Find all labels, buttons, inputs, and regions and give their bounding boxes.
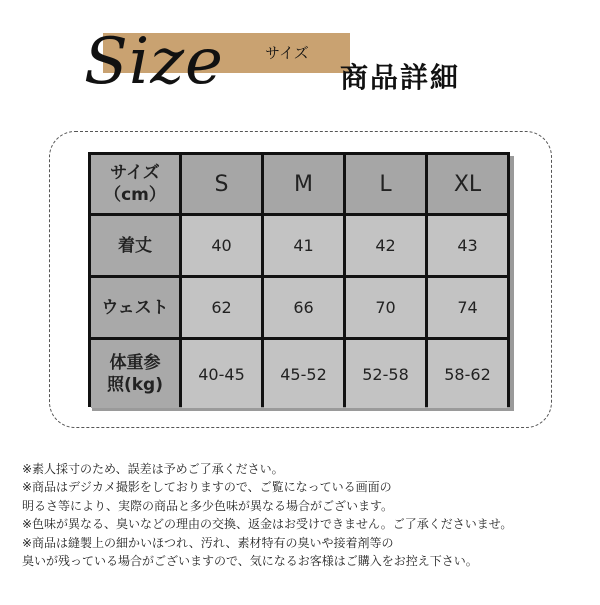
- table-cell: 70: [346, 278, 425, 337]
- note-line: 臭いが残っている場合がございますので、気になるお客様はご購入をお控え下さい。: [22, 554, 478, 569]
- page-title: 商品詳細: [340, 61, 461, 94]
- table-cell: 43: [428, 216, 507, 275]
- header: [0, 0, 600, 110]
- row-label-line2: 照(kg): [106, 375, 163, 395]
- notes-block: [22, 460, 592, 570]
- table-cell: 74: [428, 278, 507, 337]
- table-cell: 66: [264, 278, 343, 337]
- table-cell: 62: [182, 278, 261, 337]
- size-header-xl: XL: [428, 155, 507, 213]
- note-line: ※素人採寸のため、誤差は予めご了承ください。: [22, 462, 284, 476]
- note-line: ※商品はデジカメ撮影をしておりますので、ご覧になっている画面の: [22, 480, 392, 495]
- note-line: ※商品は縫製上の細かいほつれ、汚れ、素材特有の臭いや接着剤等の: [22, 535, 394, 550]
- size-header-s: S: [182, 155, 261, 213]
- row-label: [91, 340, 179, 408]
- table-header-row: [91, 155, 507, 213]
- corner-label-line1: サイズ: [110, 163, 160, 183]
- size-table: [88, 152, 510, 411]
- table-cell: 52-58: [346, 340, 425, 408]
- table-row: [91, 340, 507, 408]
- table-row: [91, 216, 507, 275]
- row-label-line1: 体重参: [109, 353, 161, 373]
- corner-label-line2: （cm）: [104, 185, 166, 205]
- size-word: Size: [84, 25, 224, 99]
- corner-header-cell: [91, 155, 179, 213]
- size-header-l: L: [346, 155, 425, 213]
- table-cell: 40-45: [182, 340, 261, 408]
- size-subtitle: サイズ: [265, 44, 309, 62]
- table-cell: 58-62: [428, 340, 507, 408]
- size-table-wrapper: [88, 152, 510, 407]
- size-header-m: M: [264, 155, 343, 213]
- note-line: ※色味が異なる、臭いなどの理由の交換、返金はお受けできません。ご了承くださいませ。: [22, 517, 513, 532]
- note-line: 明るさ等により、実際の商品と多少色味が異なる場合がございます。: [22, 498, 394, 513]
- table-cell: 42: [346, 216, 425, 275]
- table-row: [91, 278, 507, 337]
- row-label: 着丈: [91, 216, 179, 275]
- table-cell: 45-52: [264, 340, 343, 408]
- row-label: ウェスト: [91, 278, 179, 337]
- table-cell: 41: [264, 216, 343, 275]
- table-cell: 40: [182, 216, 261, 275]
